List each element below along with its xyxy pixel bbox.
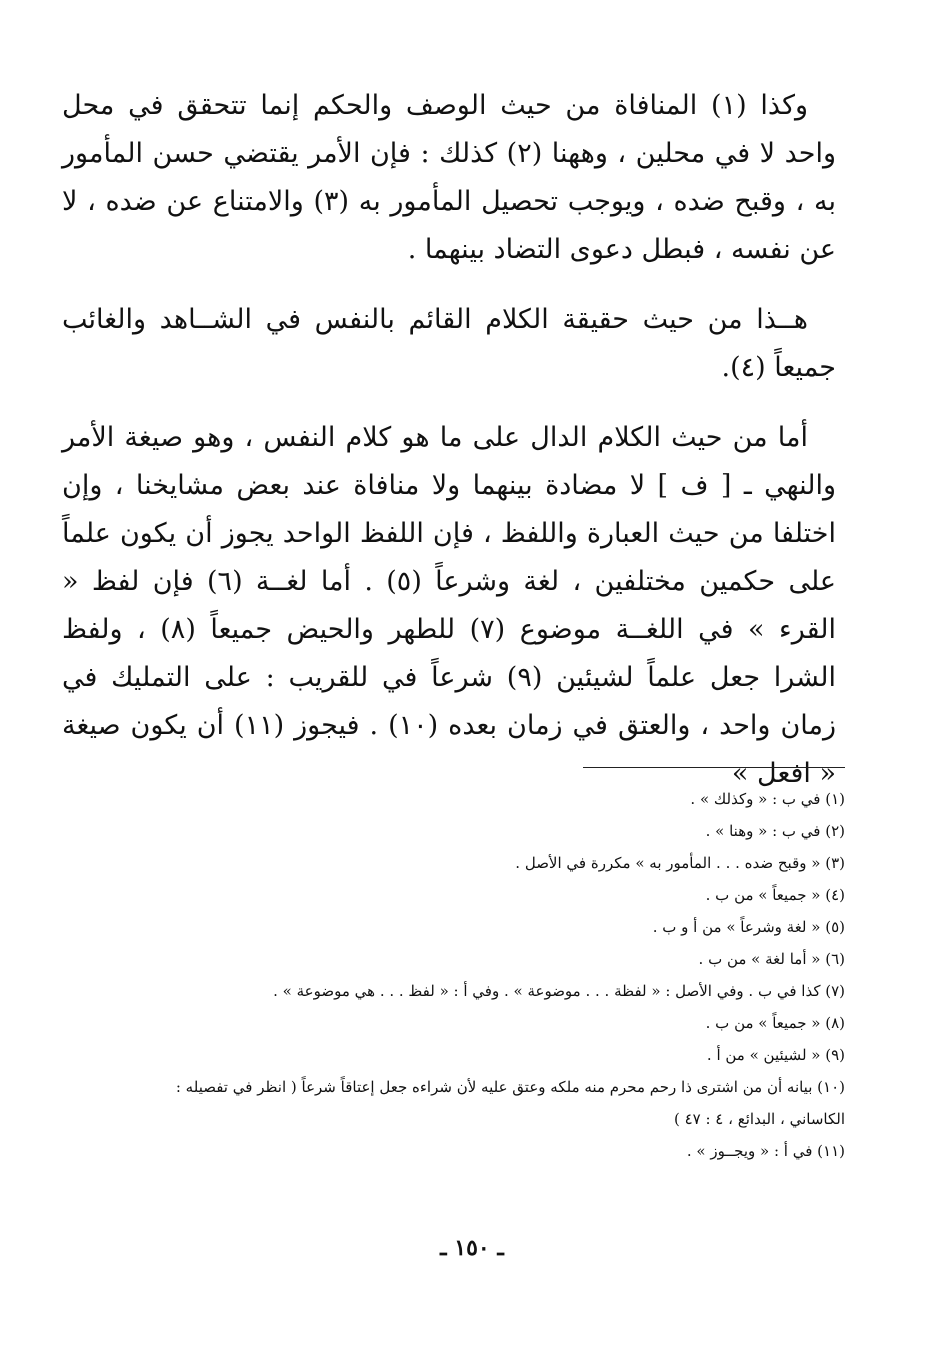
paragraph-1: وكذا (١) المنافاة من حيث الوصف والحكم إنما تتحقق في محل واحد لا في محلين ، وههنا (٢) كذلك : فإن الأمر يقتضي حسن المأمور به ، وقبح ضده ، ويوجب تحصيل المأمور به (٣) والامتناع عن ضده ، لا عن نفسه ، فبطل دعوى التضاد بينهما . — [62, 90, 837, 265]
footnote-separator — [583, 767, 845, 768]
footnote-4: (٤) « جميعاً » من ب . — [705, 886, 845, 904]
footnote-2: (٢) في ب : « وهنا » . — [705, 822, 845, 840]
footnote-10: (١٠) بيانه أن من اشترى ذا رحم محرم منه ملكه وعتق عليه لأن شراءه جعل إعتاقاً شرعاً ( انظر في تفصيله : الكاساني ، البدائع ، ٤ : ٤٧ ) — [175, 1078, 845, 1128]
paragraph-3: أما من حيث الكلام الدال على ما هو كلام النفس ، وهو صيغة الأمر والنهي ـ [ ف ] لا مضادة بينهما ولا منافاة عند بعض مشايخنا ، وإن اختلفا من حيث العبارة واللفظ ، فإن اللفظ الواحد يجوز أن يكون علماً على حكمين مختلفين ، لغة وشرعاً (٥) . أما لغــة (٦) فإن لفظ « القرء » في اللغــة موضوع (٧) للطهر والحيض جميعاً (٨) ، ولفظ الشرا جعل علماً لشيئين (٩) شرعاً في للقريب : على التمليك في زمان واحد ، والعتق في زمان بعده (١٠) . فيجوز (١١) أن يكون صيغة « افعل » — [62, 422, 837, 789]
footnote-3: (٣) « وقبح ضده . . . المأمور به » مكررة في الأصل . — [515, 854, 845, 872]
footnote-5: (٥) « لغة وشرعاً » من أ و ب . — [652, 918, 845, 936]
page-number: ـ ١٥٠ ـ — [440, 1235, 504, 1261]
main-text — [62, 82, 836, 798]
footnote-9: (٩) « لشيئين » من أ . — [706, 1046, 845, 1064]
paragraph-2: هــذا من حيث حقيقة الكلام القائم بالنفس في الشــاهد والغائب جميعاً (٤). — [62, 304, 836, 383]
footnotes — [120, 783, 845, 1167]
footnote-6: (٦) « أما لغة » من ب . — [698, 950, 845, 968]
footnote-8: (٨) « جميعاً » من ب . — [705, 1014, 845, 1032]
footnote-11: (١١) في أ : « ويجــوز » . — [686, 1142, 845, 1160]
footnote-7: (٧) كذا في ب . وفي الأصل : « لفظة . . . موضوعة » . وفي أ : « لفظ . . . هي موضوعة » . — [273, 982, 845, 1000]
footnote-1: (١) في ب : « وكذلك » . — [690, 790, 845, 808]
